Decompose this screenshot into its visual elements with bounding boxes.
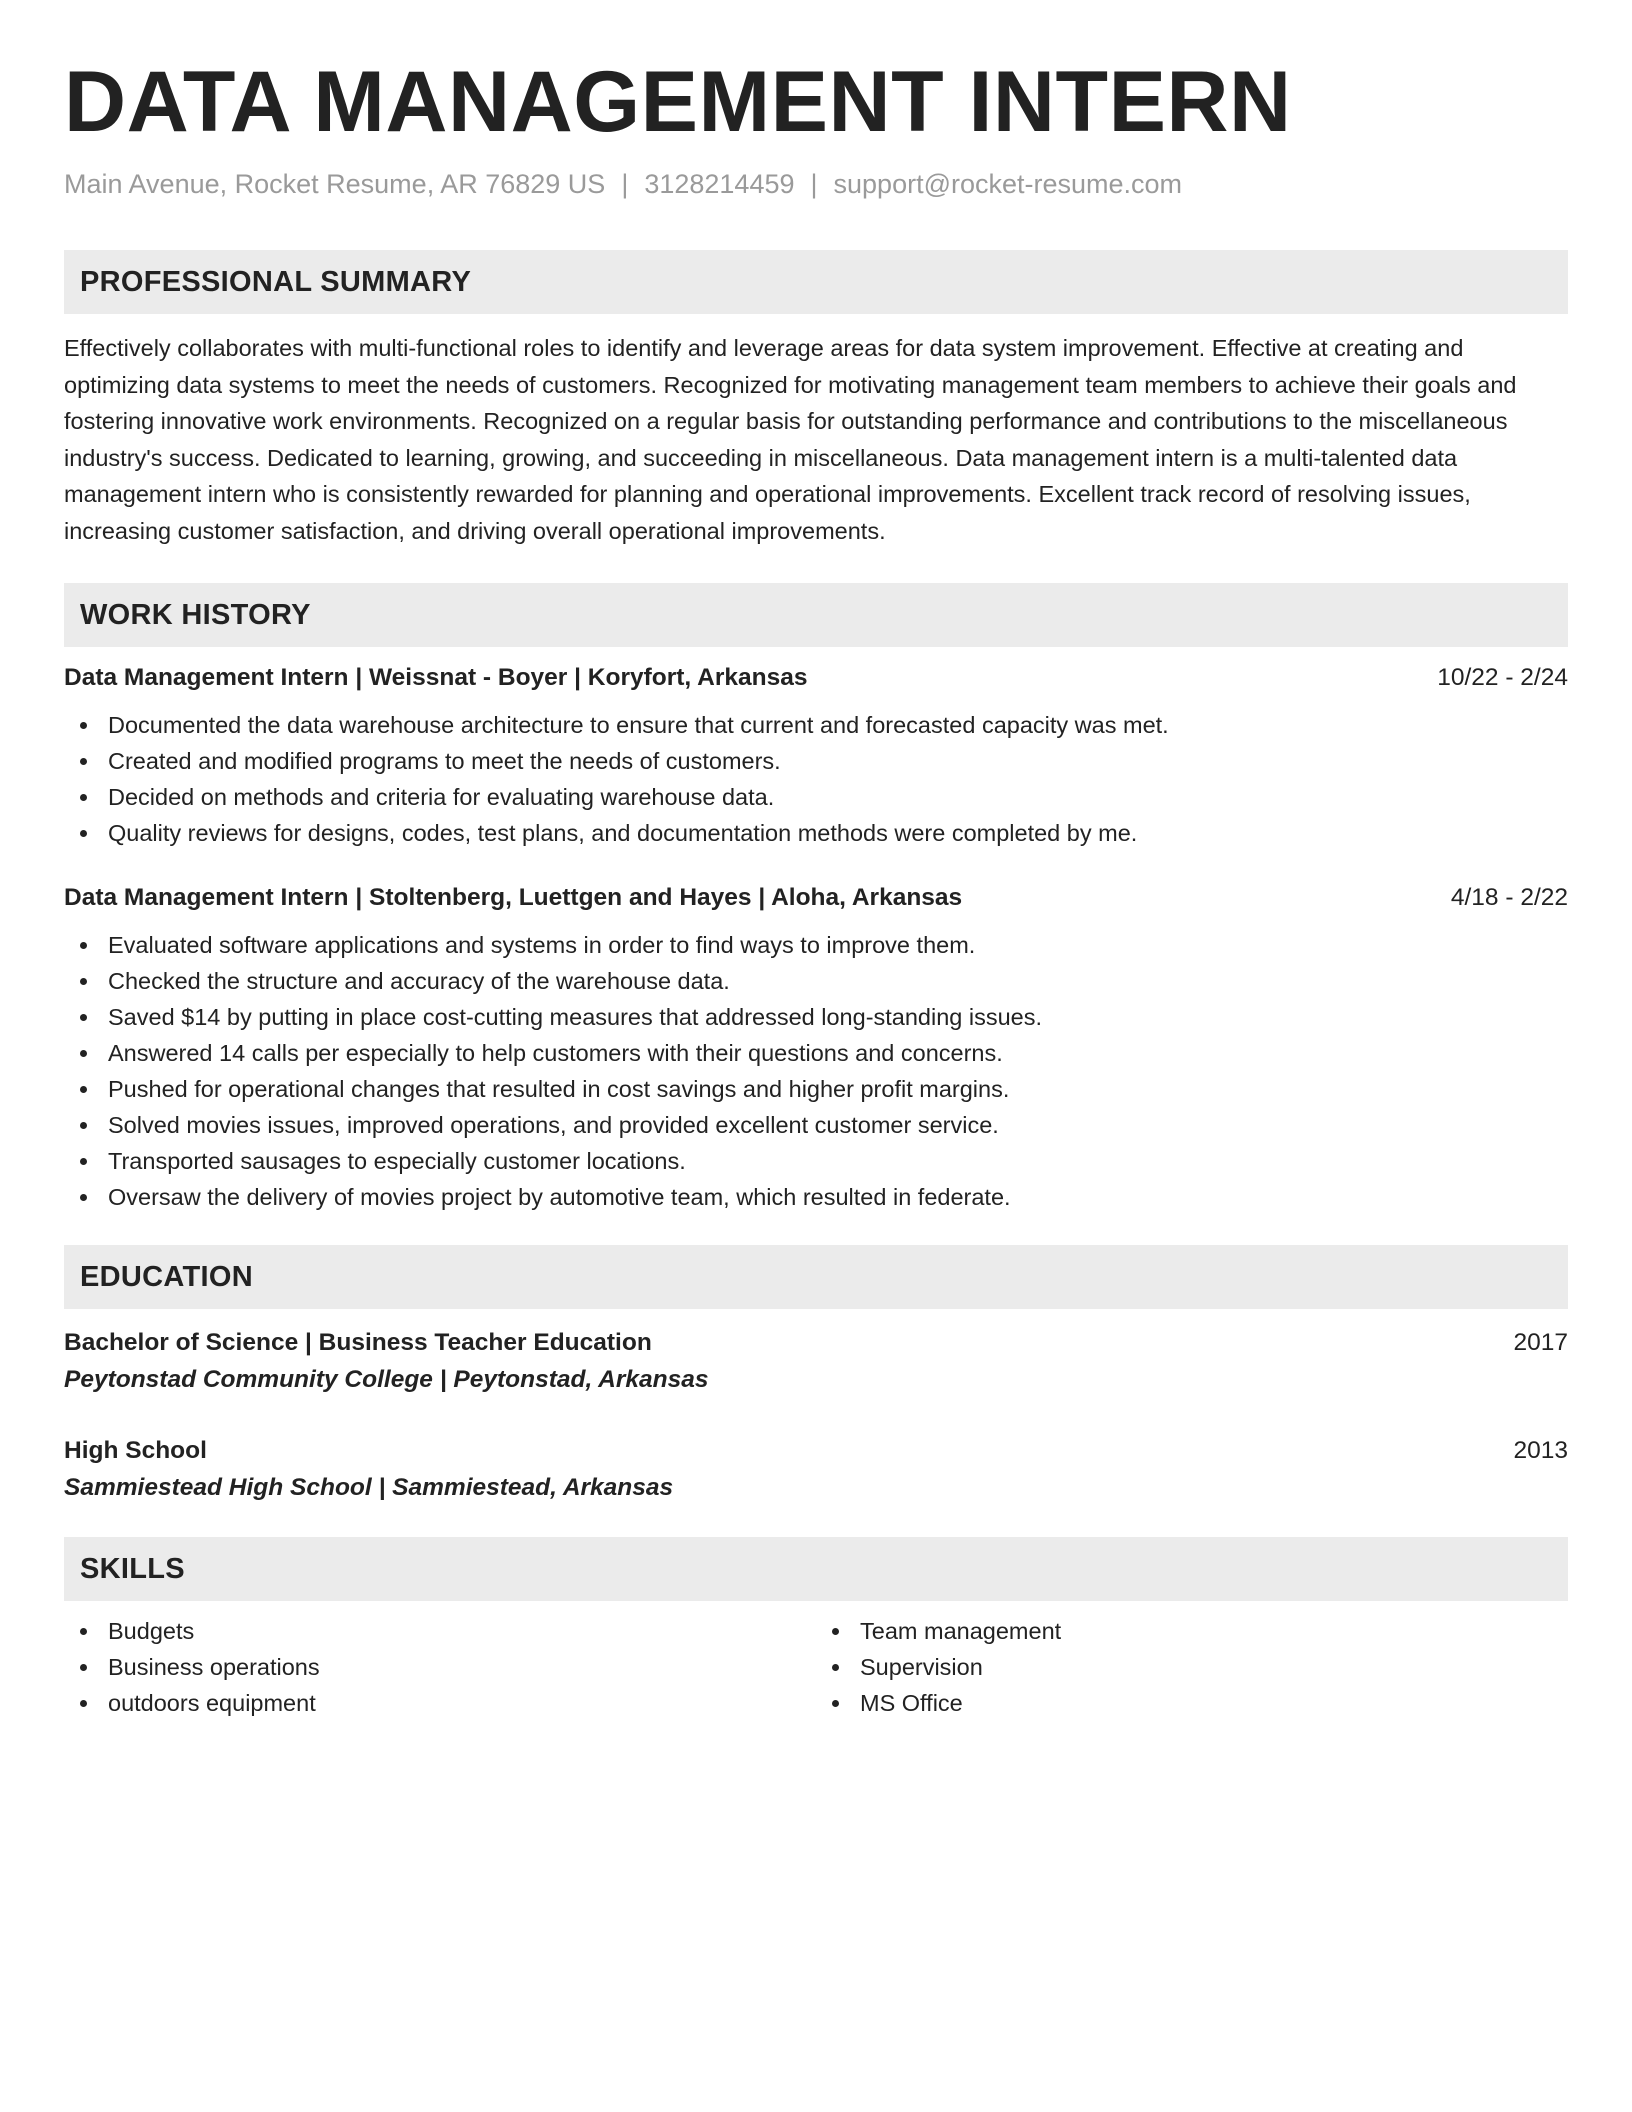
- candidate-name: DATA MANAGEMENT INTERN: [64, 54, 1292, 150]
- job-bullets: [64, 707, 1568, 851]
- job-title: Data Management Intern | Weissnat - Boyer | Koryfort, Arkansas: [64, 664, 808, 691]
- skills-list: [64, 1613, 1568, 1721]
- section-header-education: EDUCATION: [64, 1245, 1568, 1309]
- list-item: Business operations: [64, 1649, 816, 1685]
- skills-column-left: [64, 1613, 816, 1721]
- list-item: Team management: [816, 1613, 1568, 1649]
- list-item: Pushed for operational changes that resulted in cost savings and higher profit margins.: [64, 1071, 1568, 1107]
- summary-text: Effectively collaborates with multi-functional roles to identify and leverage areas for data system improvement. Effective at creating and optimizing data systems to meet the needs of customers. Recognized for motivating management team members to achieve their goals and fostering innovative work environments. Recognized on a regular basis for outstanding performance and contributions to the miscellaneous industry's success. Dedicated to learning, growing, and succeeding in miscellaneous. Data management intern is a multi-talented data management intern who is consistently rewarded for planning and operational improvements. Excellent track record of resolving issues, increasing customer satisfaction, and driving overall operational improvements.: [64, 335, 1517, 544]
- education-header: [64, 1433, 1568, 1469]
- section-header-skills: SKILLS: [64, 1537, 1568, 1601]
- section-header-summary: PROFESSIONAL SUMMARY: [64, 250, 1568, 314]
- job-entry: [64, 661, 1568, 851]
- job-title: Data Management Intern | Stoltenberg, Luettgen and Hayes | Aloha, Arkansas: [64, 884, 963, 911]
- list-item: Quality reviews for designs, codes, test plans, and documentation methods were completed by me.: [64, 815, 1568, 851]
- contact-separator: |: [810, 169, 818, 199]
- job-bullets: [64, 927, 1568, 1215]
- education-degree: Bachelor of Science | Business Teacher Education: [64, 1329, 652, 1356]
- list-item: MS Office: [816, 1685, 1568, 1721]
- section-header-work-history: WORK HISTORY: [64, 583, 1568, 647]
- education-header: [64, 1325, 1568, 1361]
- education-school: Peytonstad Community College | Peytonstad, Arkansas: [64, 1366, 709, 1393]
- list-item: Documented the data warehouse architecture to ensure that current and forecasted capacity was met.: [64, 707, 1568, 743]
- list-item: Solved movies issues, improved operations, and provided excellent customer service.: [64, 1107, 1568, 1143]
- list-item: Oversaw the delivery of movies project by automotive team, which resulted in federate.: [64, 1179, 1568, 1215]
- education-school: Sammiestead High School | Sammiestead, Arkansas: [64, 1474, 674, 1501]
- contact-email: support@rocket-resume.com: [833, 169, 1183, 199]
- education-entry: [64, 1325, 1568, 1399]
- list-item: Created and modified programs to meet the needs of customers.: [64, 743, 1568, 779]
- list-item: Budgets: [64, 1613, 816, 1649]
- education-year: 2017: [1513, 1329, 1568, 1356]
- job-dates: 10/22 - 2/24: [1437, 664, 1568, 691]
- list-item: Saved $14 by putting in place cost-cutting measures that addressed long-standing issues.: [64, 999, 1568, 1035]
- contact-address: Main Avenue, Rocket Resume, AR 76829 US: [64, 169, 606, 199]
- job-header: [64, 661, 1568, 695]
- job-entry: [64, 881, 1568, 1215]
- job-header: [64, 881, 1568, 915]
- list-item: outdoors equipment: [64, 1685, 816, 1721]
- skills-column-right: [816, 1613, 1568, 1721]
- education-degree: High School: [64, 1437, 207, 1464]
- list-item: Checked the structure and accuracy of the warehouse data.: [64, 963, 1568, 999]
- education-entry: [64, 1433, 1568, 1507]
- contact-separator: |: [621, 169, 629, 199]
- contact-line: [64, 166, 1568, 202]
- job-dates: 4/18 - 2/22: [1450, 884, 1568, 911]
- education-year: 2013: [1513, 1437, 1568, 1464]
- list-item: Supervision: [816, 1649, 1568, 1685]
- list-item: Answered 14 calls per especially to help customers with their questions and concerns.: [64, 1035, 1568, 1071]
- list-item: Evaluated software applications and systems in order to find ways to improve them.: [64, 927, 1568, 963]
- list-item: Decided on methods and criteria for evaluating warehouse data.: [64, 779, 1568, 815]
- contact-phone: 3128214459: [644, 169, 795, 199]
- list-item: Transported sausages to especially customer locations.: [64, 1143, 1568, 1179]
